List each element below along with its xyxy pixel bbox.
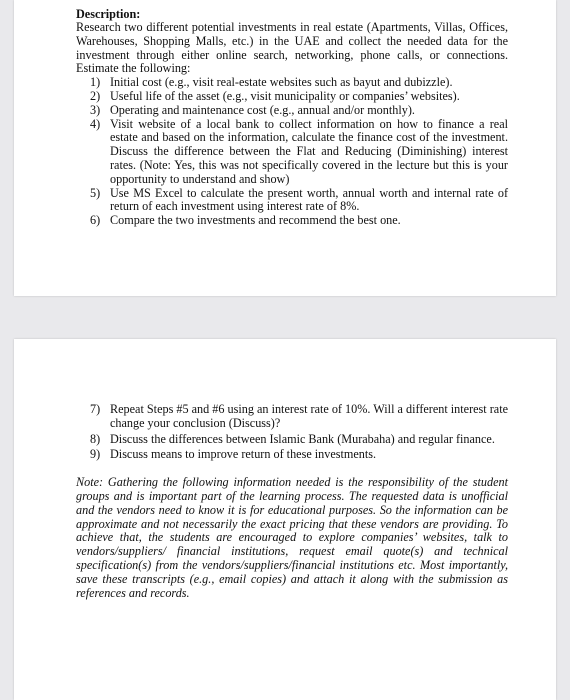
- list-item: [76, 118, 508, 187]
- list-item: [76, 214, 508, 228]
- step-text: Initial cost (e.g., visit real-estate websites such as bayut and dubizzle).: [110, 75, 453, 90]
- step-number: 7): [90, 402, 101, 416]
- list-item: [76, 104, 508, 118]
- list-item: [76, 76, 508, 90]
- steps-list-2: [76, 403, 508, 462]
- description-intro: Research two different potential investments in real estate (Apartments, Villas, Offices, Warehouses, Shopping Malls, etc.) in the UAE and collect the needed data for the investment through either online search, networking, phone calls, or connections. Estimate the following:: [76, 20, 508, 76]
- step-text: Use MS Excel to calculate the present worth, annual worth and internal rate of return of each investment using interest rate of 8%.: [110, 185, 508, 214]
- list-item: [76, 403, 508, 431]
- step-text: Discuss the differences between Islamic Bank (Murabaha) and regular finance.: [110, 431, 495, 446]
- step-number: 8): [90, 431, 101, 446]
- step-text: Operating and maintenance cost (e.g., annual and/or monthly).: [110, 102, 415, 117]
- step-text: Repeat Steps #5 and #6 using an interest rate of 10%. Will a different interest rate change your conclusion (Discuss)?: [110, 402, 508, 430]
- list-item: [76, 448, 508, 462]
- step-number: 2): [90, 88, 101, 103]
- step-text: Useful life of the asset (e.g., visit municipality or companies’ websites).: [110, 88, 460, 103]
- step-number: 1): [90, 75, 101, 90]
- list-item: [76, 187, 508, 215]
- description-heading: Description:: [76, 7, 141, 21]
- step-number: 4): [90, 116, 101, 131]
- page-2-content: [76, 403, 508, 613]
- list-item: [76, 433, 508, 447]
- step-number: 5): [90, 185, 101, 200]
- step-number: 3): [90, 102, 101, 117]
- list-item: [76, 90, 508, 104]
- step-number: 9): [90, 447, 101, 462]
- step-text: Compare the two investments and recommend the best one.: [110, 213, 401, 228]
- step-number: 6): [90, 213, 101, 228]
- step-text: Discuss means to improve return of these investments.: [110, 447, 377, 462]
- document-page-2: [14, 339, 556, 700]
- note-paragraph: Note: Gathering the following information needed is the responsibility of the student groups and is important part of the learning process. The requested data is unofficial and the vendors need to know it is for educational purposes. So the information can be approximate and not necessarily the exact pricing that these vendors are providing. To achieve that, the students are encouraged to explore companies’ websites, talk to vendors/suppliers/ financial institutions, request email quote(s) and technical specification(s) from the vendors/suppliers/financial institutions etc. Most importantly, save these transcripts (e.g., email copies) and attach it along with the submission as references and records.: [76, 475, 508, 600]
- steps-list-1: [76, 76, 508, 228]
- page-1-content: [76, 7, 508, 228]
- step-text: Visit website of a local bank to collect information on how to finance a real estate and based on the information, calculate the finance cost of the investment. Discuss the difference between the Flat and Reducing (Diminishing) interest rates. (Note: Yes, this was not specifically covered in the lecture but this is your opportunity to understand and show): [110, 116, 508, 186]
- document-page-1: [14, 0, 556, 296]
